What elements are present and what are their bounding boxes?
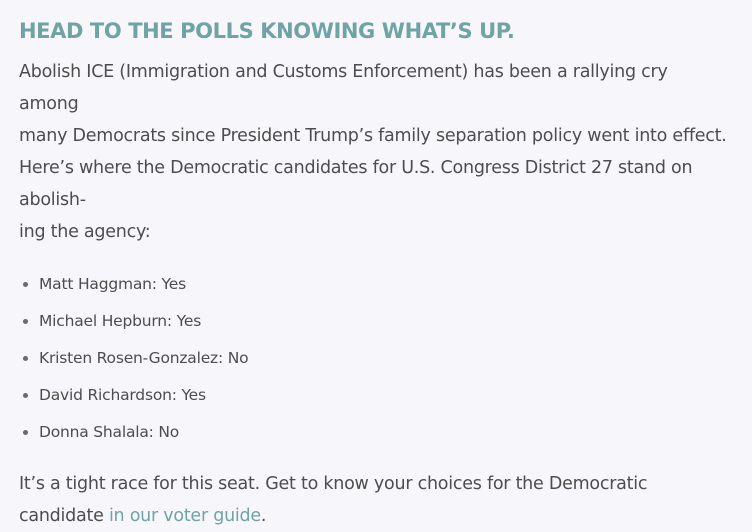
list-item bbox=[19, 303, 732, 340]
bullet-icon bbox=[23, 393, 28, 398]
closing-period: . bbox=[260, 506, 267, 526]
list-item bbox=[19, 266, 732, 303]
closing-text: It’s a tight race for this seat. Get to know your choices for the Democratic candidate bbox=[19, 474, 648, 526]
candidate-list bbox=[19, 266, 732, 451]
voter-guide-link[interactable]: in our voter guide bbox=[108, 506, 261, 526]
list-item bbox=[19, 340, 732, 377]
intro-paragraph: Abolish ICE (Immigration and Customs Enforcement) has been a rallying cry among many Democrats since President Trump’s family separation policy went into effect. Here’s where the Democratic candidates for U.S. Congress District 27 stand on abolish- ing the agency: bbox=[19, 62, 727, 242]
bullet-icon bbox=[23, 319, 28, 324]
candidate-stance: Donna Shalala: No bbox=[39, 423, 180, 441]
list-item bbox=[19, 414, 732, 451]
candidate-stance: David Richardson: Yes bbox=[39, 386, 206, 404]
list-item bbox=[19, 377, 732, 414]
closing-paragraph bbox=[19, 468, 732, 532]
bullet-icon bbox=[23, 282, 28, 287]
bullet-icon bbox=[23, 356, 28, 361]
candidate-stance: Kristen Rosen-Gonzalez: No bbox=[39, 349, 249, 367]
candidate-stance: Michael Hepburn: Yes bbox=[39, 312, 202, 330]
bullet-icon bbox=[23, 430, 28, 435]
candidate-stance: Matt Haggman: Yes bbox=[39, 275, 186, 293]
section-headline: HEAD TO THE POLLS KNOWING WHAT’S UP. bbox=[19, 19, 515, 43]
